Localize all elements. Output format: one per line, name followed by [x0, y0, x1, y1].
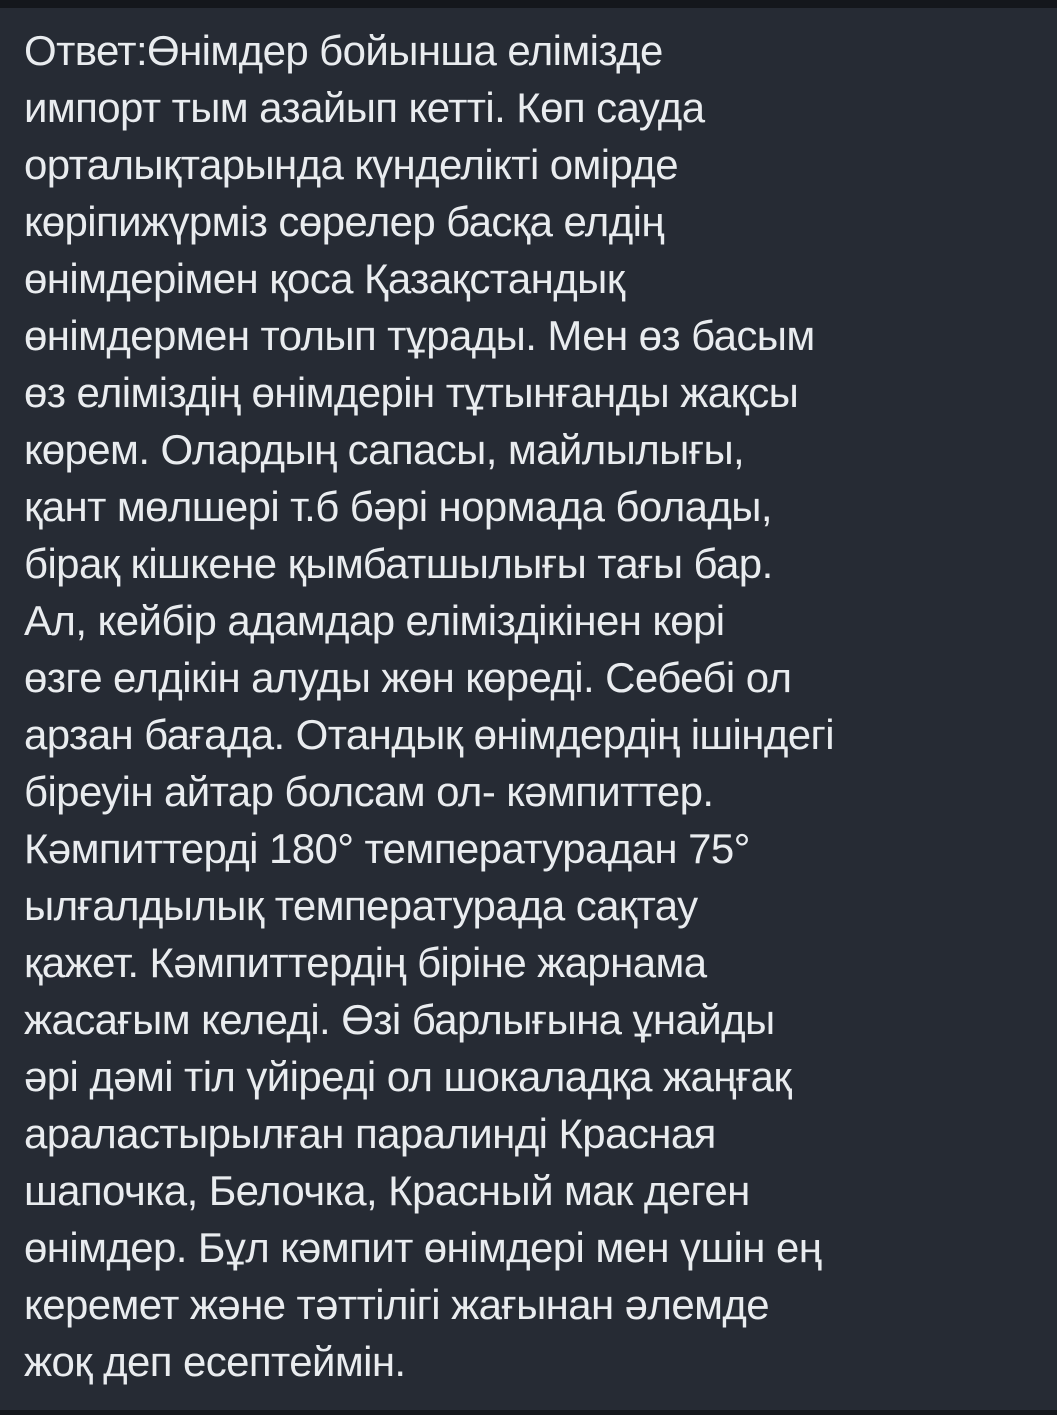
answer-line: әрі дәмі тіл үйіреді ол шокаладқа жаңғақ: [24, 1053, 792, 1100]
answer-line: жасағым келеді. Өзі барлығына ұнайды: [24, 996, 775, 1043]
answer-text-block: [24, 22, 1039, 1390]
answer-line: орталықтарында күнделікті омірде: [24, 141, 678, 188]
answer-line: Кәмпиттерді 180° температурадан 75°: [24, 825, 750, 872]
answer-line: араластырылған паралинді Красная: [24, 1110, 716, 1157]
answer-line: өнімдермен толып тұрады. Мен өз басым: [24, 312, 815, 359]
answer-line: қажет. Кәмпиттердің біріне жарнама: [24, 939, 707, 986]
answer-line: өнімдер. Бұл кәмпит өнімдері мен үшін ең: [24, 1224, 822, 1271]
answer-line: арзан бағада. Отандық өнімдердің ішіндегі: [24, 711, 834, 758]
answer-line: керемет және тәттілігі жағынан әлемде: [24, 1281, 770, 1328]
answer-line: шапочка, Белочка, Красный мак деген: [24, 1167, 750, 1214]
answer-line: өзге елдікін алуды жөн көреді. Себебі ол: [24, 654, 792, 701]
answer-line: көріпижүрміз сөрелер басқа елдің: [24, 198, 664, 245]
answer-line: өз еліміздің өнімдерін тұтынғанды жақсы: [24, 369, 799, 416]
answer-line: импорт тым азайып кетті. Көп сауда: [24, 84, 705, 131]
answer-line: бірақ кішкене қымбатшылығы тағы бар.: [24, 540, 773, 587]
answer-line: ылғалдылық температурада сақтау: [24, 882, 698, 929]
answer-line: өнімдерімен қоса Қазақстандық: [24, 255, 625, 302]
answer-line: көрем. Олардың сапасы, майлылығы,: [24, 426, 745, 473]
answer-line: Ал, кейбір адамдар еліміздікінен көрі: [24, 597, 725, 644]
answer-line: жоқ деп есептеймін.: [24, 1338, 406, 1385]
answer-line: біреуін айтар болсам ол- кәмпиттер.: [24, 768, 714, 815]
answer-screen: [0, 8, 1057, 1410]
answer-line: қант мөлшері т.б бәрі нормада болады,: [24, 483, 772, 530]
answer-line: Ответ:Өнімдер бойынша елімізде: [24, 27, 663, 74]
